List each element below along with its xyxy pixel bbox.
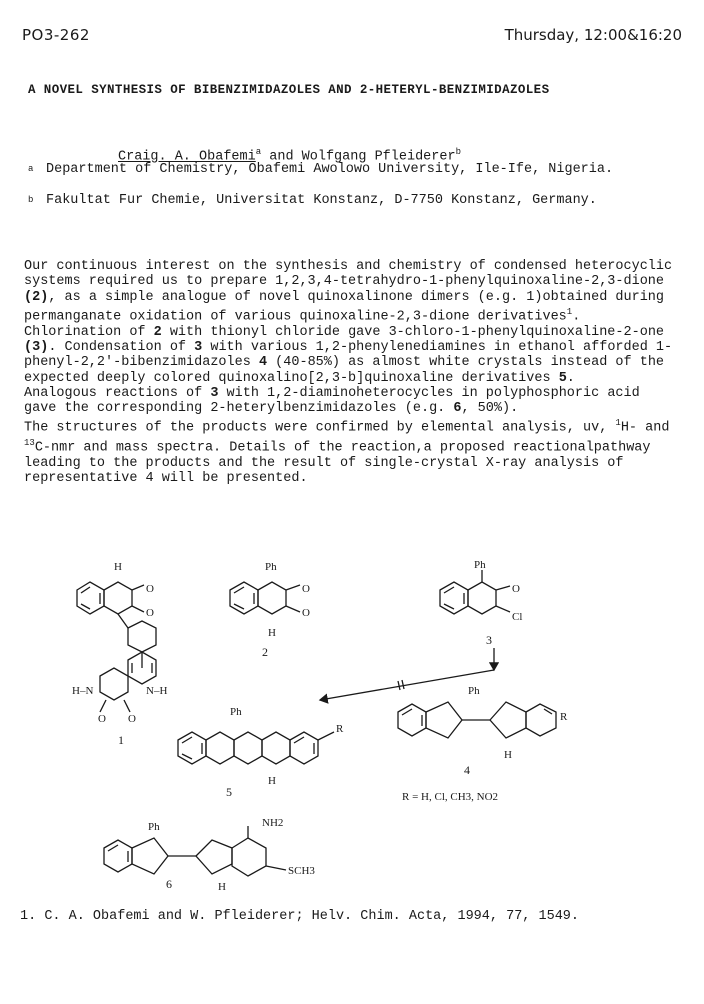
label-1-HN: H–N [72,685,94,697]
label-1-NH: N–H [146,685,168,697]
label-2-H: H [268,627,276,639]
r-groups-definition: R = H, Cl, CH3, NO2 [402,791,499,803]
label-1-O-top: O [146,583,154,595]
label-3-Ph: Ph [474,559,486,571]
poster-code: PO3-262 [22,26,90,44]
compound-3-structure [440,570,510,614]
label-6-H: H [218,881,226,893]
compound-6-structure [104,826,286,876]
abstract-paragraph-2: Analogous reactions of 3 with 1,2-diaminoheterocycles in polyphosphoric acid gave the corresponding 2-heterylbenzimidazoles (e.g. 6, 50%). [24,385,640,417]
affiliation-b-mark: b [28,195,34,205]
author-and: and [261,149,302,165]
label-1-O-a: O [98,713,106,725]
author-2: Wolfgang Pfleiderer [301,149,456,165]
reference-number: 1. [20,909,37,924]
compound-5-structure [178,732,334,764]
compound-number-3: 3 [486,633,492,647]
paper-title: A NOVEL SYNTHESIS OF BIBENZIMIDAZOLES AND 2-HETERYL-BENZIMIDAZOLES [28,83,550,97]
label-2-O-bot: O [302,607,310,619]
compound-number-4: 4 [464,763,470,777]
label-5-Ph: Ph [230,706,242,718]
label-6-SCH3: SCH3 [288,865,315,877]
author-1-mark: a [255,147,262,157]
label-2-O-top: O [302,583,310,595]
affiliation-a-text: Department of Chemistry, Obafemi Awolowo University, Ile-Ife, Nigeria. [46,162,614,177]
compound-2-structure [230,582,300,614]
session-time: Thursday, 12:00&16:20 [504,26,682,44]
label-5-R: R [336,723,344,735]
affiliation-a-mark: a [28,164,34,174]
label-1-O-b: O [128,713,136,725]
compound-4-structure [398,702,556,738]
affiliation-b-text: Fakultat Fur Chemie, Universitat Konstanz, D-7750 Konstanz, Germany. [46,193,597,208]
label-2-Ph: Ph [265,561,277,573]
abstract-paragraph-1: Our continuous interest on the synthesis and chemistry of condensed heterocyclic systems required us to prepare 1,2,3,4-tetrahydro-1-phenylquinoxaline-2,3-dione (2), as a simple analogue of novel quinoxalinone dimers (e.g. 1)obtained during permanganate oxidation of various quinoxaline-2,3-dione derivatives$^1$. Chlorination of 2 with thionyl chloride gave 3-chloro-1-phenylquinoxaline-2-one (3). Condensation of 3 with various 1,2-phenylenediamines in ethanol afforded 1-phenyl-2,2′-bibenzimidazoles 4 (40-85%) as almost white crystals instead of the expected deeply colored quinoxalino[2,3-b]quinoxaline derivatives 5. [24,259,673,386]
label-3-Cl: Cl [512,611,523,623]
label-6-NH2: NH2 [262,817,284,829]
reference-text: C. A. Obafemi and W. Pfleiderer; Helv. Chim. Acta, 1994, 77, 1549. [44,909,579,924]
compound-number-2: 2 [262,645,268,659]
abstract-paragraph-3: The structures of the products were confirmed by elemental analysis, uv, $^1$H- and $^{13}$C-nmr and mass spectra. Details of the reaction,a proposed reactionalpathway leading to the products and the result of single-crystal X-ray analysis of representative 4 will be presented. [24,418,670,487]
label-1-H: H [114,561,122,573]
label-4-Ph: Ph [468,685,480,697]
compound-number-1: 1 [118,733,124,747]
compound-number-5: 5 [226,785,232,799]
compound-number-6: 6 [166,877,172,891]
author-1: Craig. A. Obafemi [118,149,256,165]
label-4-H: H [504,749,512,761]
label-6-Ph: Ph [148,821,160,833]
label-3-O: O [512,583,520,595]
reference-1 [20,909,680,925]
label-1-O-bot: O [146,607,154,619]
author-2-mark: b [455,147,461,157]
label-4-R: R [560,711,568,723]
label-5-H: H [268,775,276,787]
